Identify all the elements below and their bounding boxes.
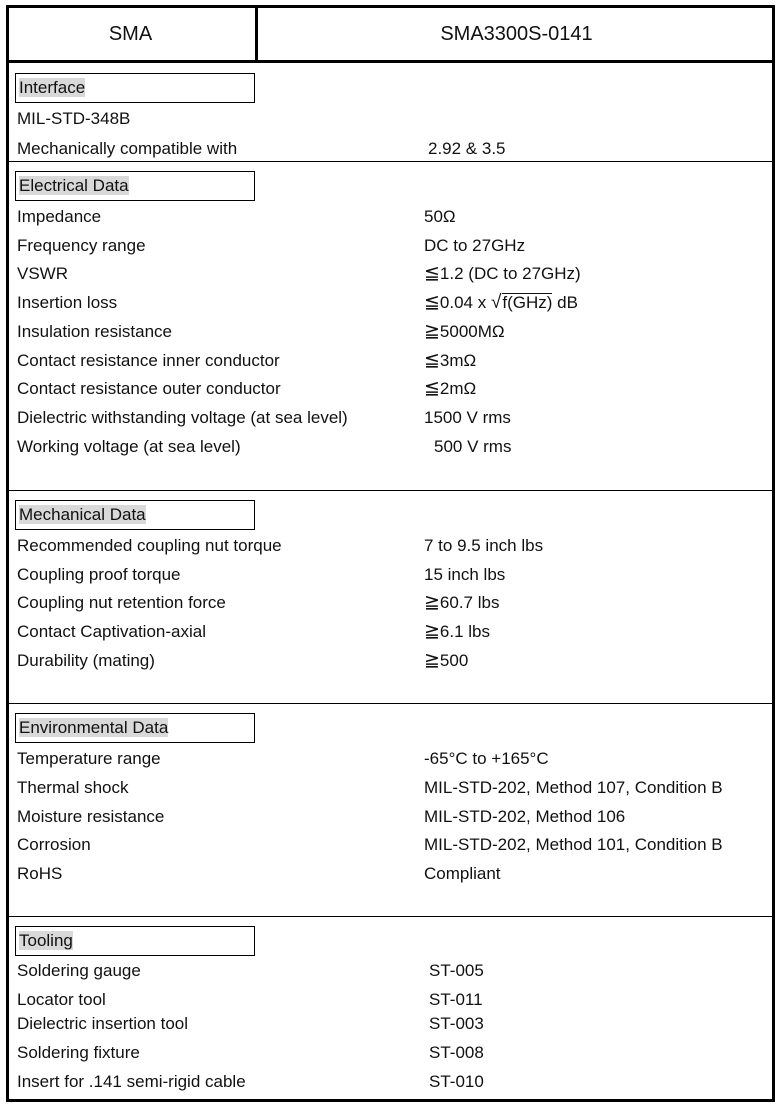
spec-value: ≦1.2 (DC to 27GHz): [424, 263, 581, 284]
spec-label: Soldering gauge: [17, 961, 141, 980]
spec-label: VSWR: [17, 264, 68, 283]
spec-label: Coupling nut retention force: [17, 593, 226, 612]
spec-label: Contact resistance outer conductor: [17, 379, 281, 398]
spec-value: ST-011: [429, 990, 483, 1009]
spec-row: [17, 235, 767, 259]
spec-label: Thermal shock: [17, 778, 129, 797]
spec-row: [17, 1071, 767, 1095]
section-divider: [9, 490, 772, 491]
spec-label: Corrosion: [17, 835, 91, 854]
spec-value: ≦3mΩ: [424, 350, 477, 371]
spec-value: ST-003: [429, 1014, 484, 1033]
spec-label: Dielectric insertion tool: [17, 1014, 189, 1033]
spec-value: ST-005: [429, 961, 484, 980]
spec-value: ≧500: [424, 650, 469, 671]
spec-row: [17, 378, 767, 402]
spec-value: DC to 27GHz: [424, 236, 526, 255]
connector-type: SMA: [108, 23, 153, 45]
spec-label: Temperature range: [17, 749, 161, 768]
spec-label: MIL-STD-348B: [17, 109, 131, 128]
spec-value: ≦2mΩ: [424, 378, 477, 399]
spec-label: Working voltage (at sea level): [17, 437, 241, 456]
spec-row: [17, 650, 767, 674]
spec-value: -65°C to +165°C: [424, 749, 549, 768]
spec-label: Mechanically compatible with: [17, 139, 238, 158]
section-title-interface: Interface: [15, 73, 255, 103]
spec-value: Compliant: [424, 864, 501, 883]
section-title-mechanical-data: Mechanical Data: [15, 500, 255, 530]
spec-value: 7 to 9.5 inch lbs: [424, 536, 544, 555]
spec-row: [17, 407, 767, 431]
spec-value: 1500 V rms: [424, 408, 511, 427]
spec-label: Insertion loss: [17, 293, 118, 312]
part-number: SMA3300S-0141: [440, 23, 593, 45]
greater-equal-symbol: ≧: [424, 621, 440, 642]
section-divider: [9, 703, 772, 704]
less-equal-symbol: ≦: [424, 292, 440, 313]
spec-row: [17, 1042, 767, 1066]
spec-value: MIL-STD-202, Method 107, Condition B: [424, 778, 723, 797]
spec-value: 15 inch lbs: [424, 565, 506, 584]
spec-row: [17, 863, 767, 887]
section-title-tooling: Tooling: [15, 926, 255, 956]
spec-row: [17, 564, 767, 588]
spec-label: Durability (mating): [17, 651, 155, 670]
spec-row: [17, 989, 767, 1013]
square-root-symbol: √: [490, 292, 502, 313]
spec-row: [17, 436, 767, 460]
spec-label: Recommended coupling nut torque: [17, 536, 282, 555]
spec-row: [17, 748, 767, 772]
spec-label: RoHS: [17, 864, 63, 883]
spec-value: MIL-STD-202, Method 106: [424, 807, 626, 826]
spec-value: ≧6.1 lbs: [424, 621, 491, 642]
spec-row: [17, 1013, 767, 1037]
spec-row: [17, 960, 767, 984]
spec-row: [17, 806, 767, 830]
spec-label: Locator tool: [17, 990, 106, 1009]
spec-row: [17, 321, 767, 345]
section-divider: [9, 161, 772, 162]
spec-value: 2.92 & 3.5: [428, 139, 506, 158]
greater-equal-symbol: ≧: [424, 650, 440, 671]
spec-label: Impedance: [17, 207, 102, 226]
spec-row: [17, 535, 767, 559]
section-divider: [9, 916, 772, 917]
spec-value: 500 V rms: [434, 437, 512, 456]
spec-row: [17, 206, 767, 230]
less-equal-symbol: ≦: [424, 263, 440, 284]
spec-label: Dielectric withstanding voltage (at sea level): [17, 408, 348, 427]
spec-value: ≧60.7 lbs: [424, 592, 500, 613]
spec-value: MIL-STD-202, Method 101, Condition B: [424, 835, 723, 854]
spec-label: Contact resistance inner conductor: [17, 351, 280, 370]
spec-row: [17, 621, 767, 645]
spec-row: [17, 350, 767, 374]
spec-row: [17, 777, 767, 801]
spec-value: 50Ω: [424, 207, 456, 226]
spec-value: ST-008: [429, 1043, 484, 1062]
less-equal-symbol: ≦: [424, 350, 440, 371]
spec-label: Coupling proof torque: [17, 565, 181, 584]
spec-row: [17, 263, 767, 287]
spec-label: Moisture resistance: [17, 807, 165, 826]
spec-label: Frequency range: [17, 236, 146, 255]
spec-row: [17, 292, 767, 316]
spec-value: ≦0.04 x √f(GHz) dB: [424, 292, 578, 313]
spec-label: Insulation resistance: [17, 322, 172, 341]
spec-value: ST-010: [429, 1072, 484, 1091]
greater-equal-symbol: ≧: [424, 592, 440, 613]
spec-value: ≧5000MΩ: [424, 321, 505, 342]
spec-row: [17, 108, 767, 132]
less-equal-symbol: ≦: [424, 378, 440, 399]
spec-label: Insert for .141 semi-rigid cable: [17, 1072, 246, 1091]
spec-label: Soldering fixture: [17, 1043, 140, 1062]
section-title-environmental-data: Environmental Data: [15, 713, 255, 743]
spec-row: [17, 834, 767, 858]
section-title-electrical-data: Electrical Data: [15, 171, 255, 201]
greater-equal-symbol: ≧: [424, 321, 440, 342]
spec-row: [17, 138, 767, 162]
spec-label: Contact Captivation-axial: [17, 622, 206, 641]
spec-row: [17, 592, 767, 616]
